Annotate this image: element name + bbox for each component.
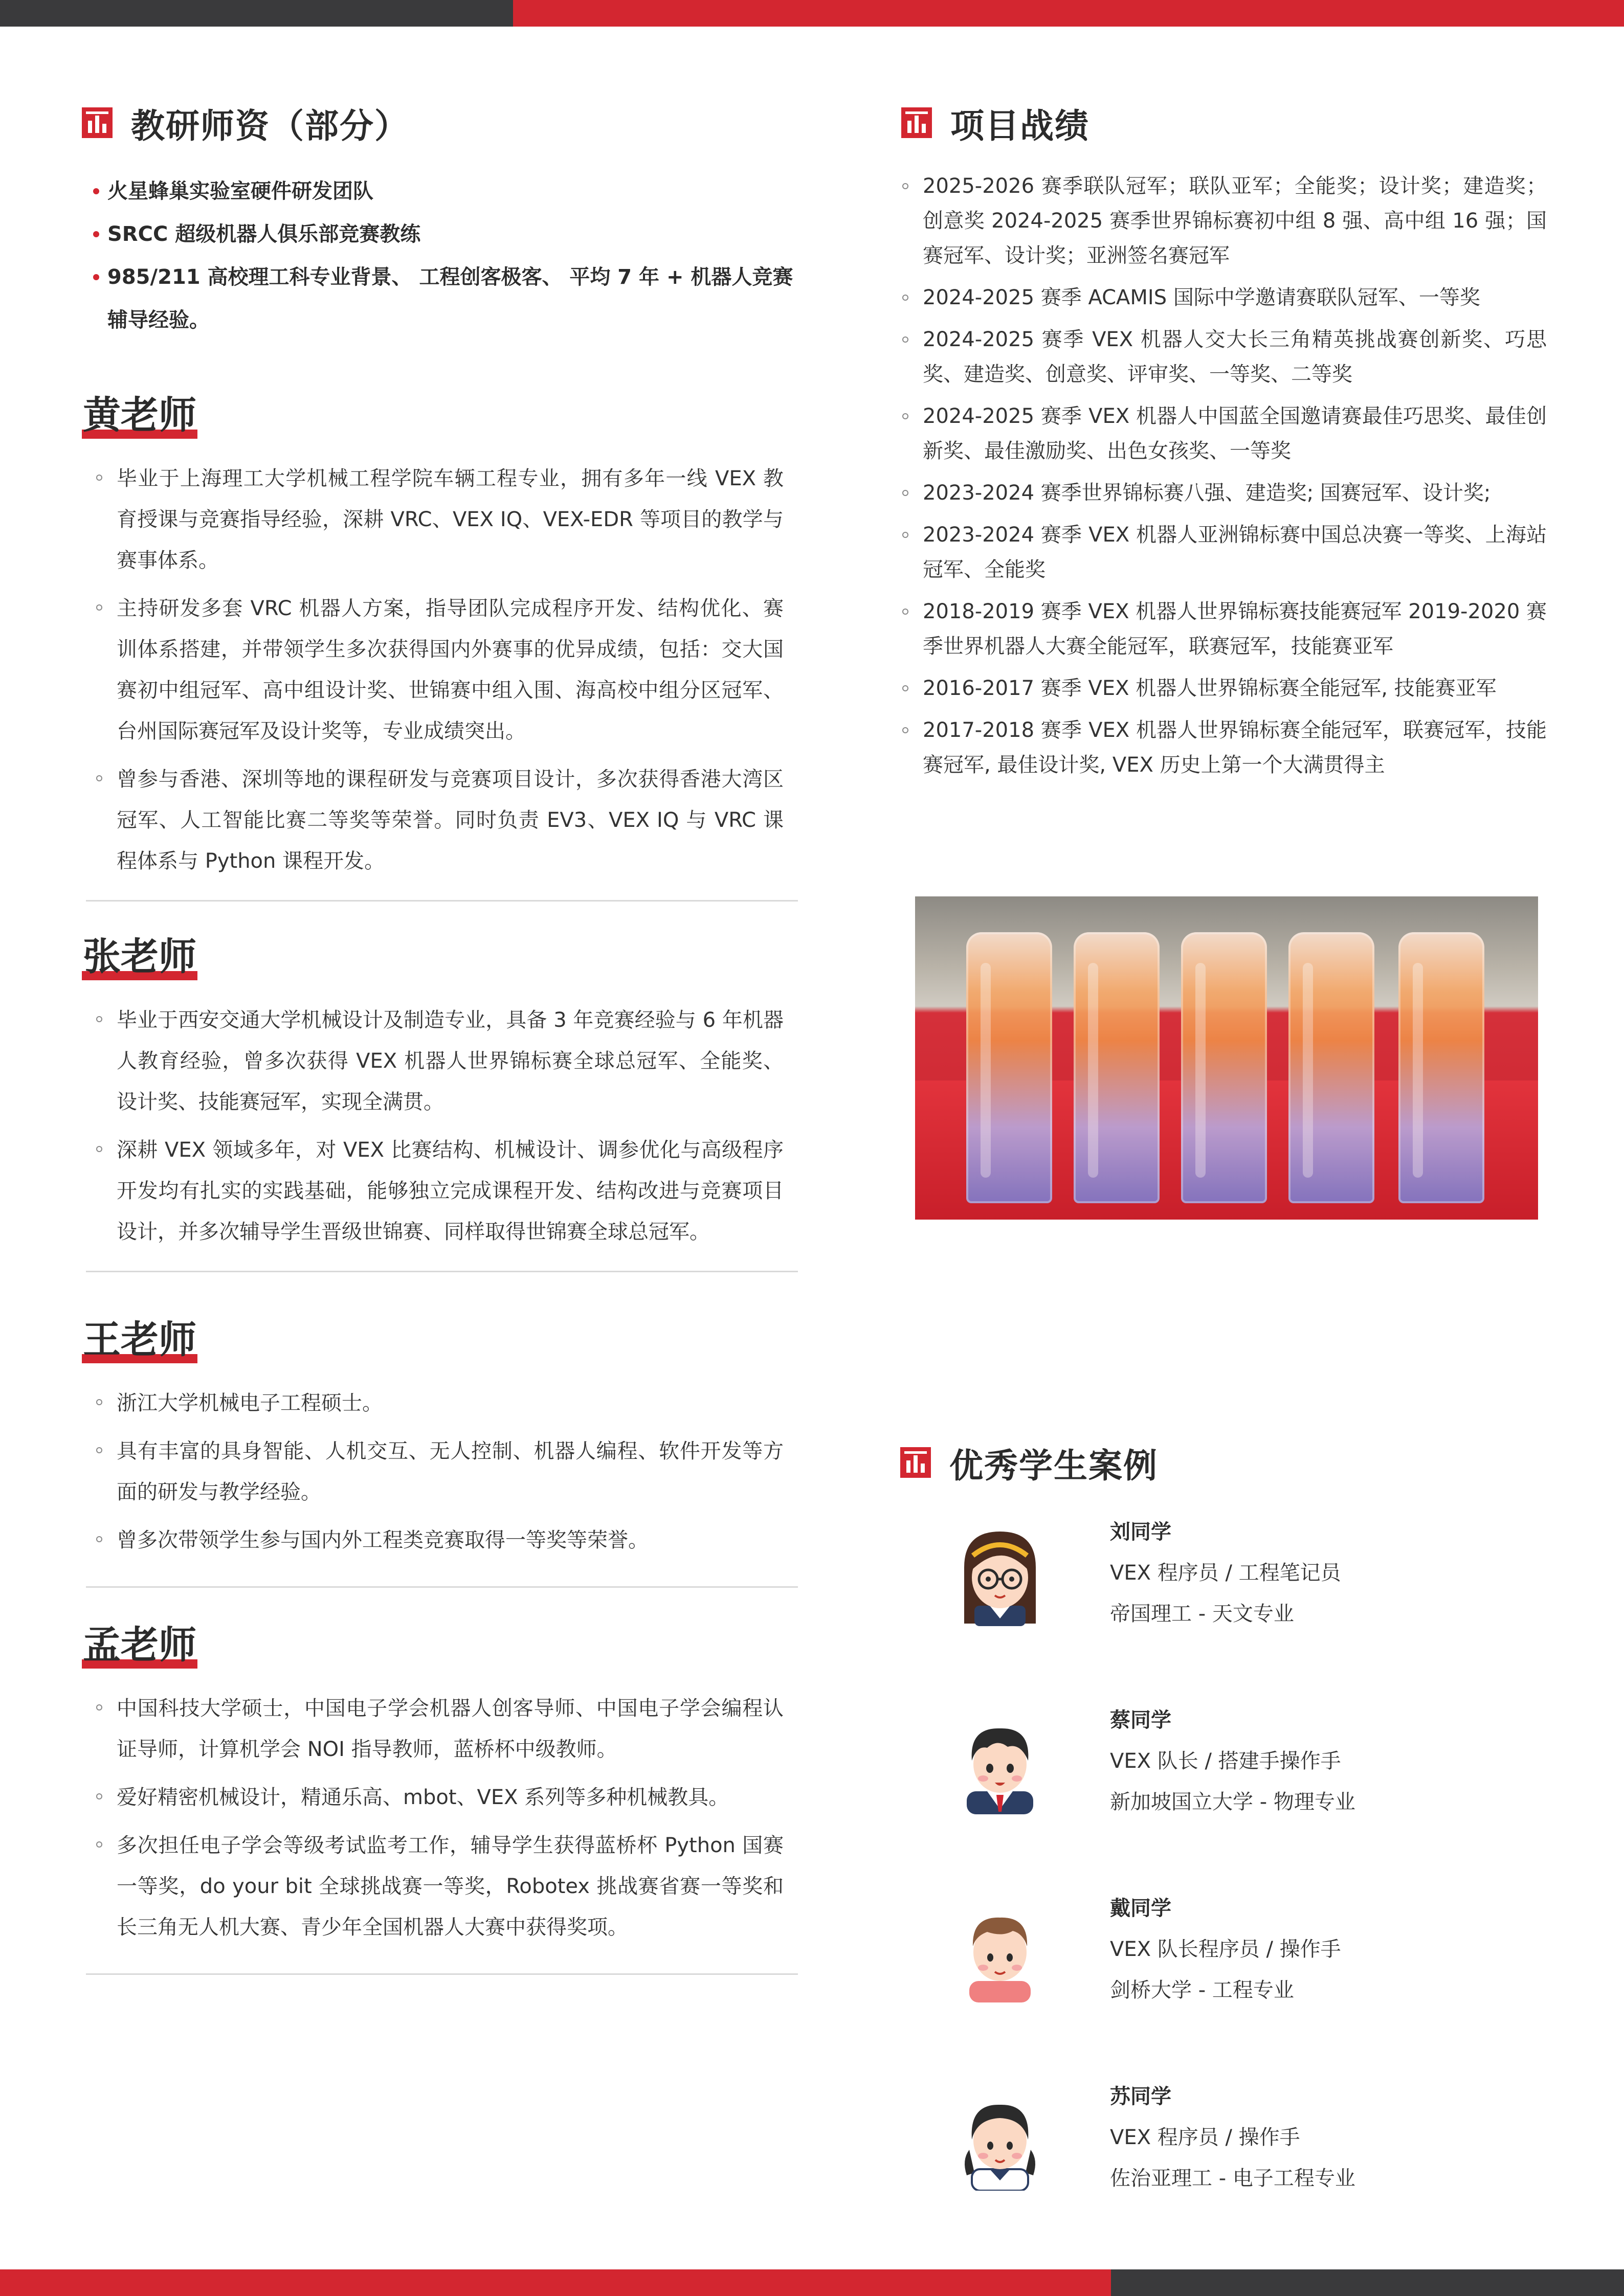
intro-item: SRCC 超级机器人俱乐部竞赛教练 (93, 213, 798, 256)
teacher-card-huang (82, 391, 798, 882)
section-divider (86, 1973, 798, 1975)
girl-avatar-icon (946, 1519, 1054, 1626)
bio-item: 主持研发多套 VRC 机器人方案，指导团队完成程序开发、结构优化、赛训体系搭建，并带领学生多次获得国内外赛事的优异成绩，包括：交大国赛初中组冠军、高中组设计奖、世锦赛中组入围、海高校中组分区冠军、台州国际赛冠军及设计奖等，专业成绩突出。 (117, 588, 784, 752)
teacher-name: 孟老师 (82, 1620, 197, 1670)
student-card (901, 1890, 1547, 2078)
achievement-item: 2023-2024 赛季 VEX 机器人亚洲锦标赛中国总决赛一等奖、上海站冠军、全能奖 (923, 517, 1547, 587)
teacher-bio-list (82, 1000, 784, 1252)
student-role: VEX 队长程序员 / 操作手 (1110, 1938, 1341, 1961)
teacher-card-meng (82, 1620, 798, 1948)
student-name: 蔡同学 (1110, 1708, 1171, 1732)
bio-item: 曾参与香港、深圳等地的课程研发与竞赛项目设计，多次获得香港大湾区冠军、人工智能比赛二等奖等荣誉。同时负责 EV3、VEX IQ 与 VRC 课程体系与 Python 课程开发。 (117, 759, 784, 882)
student-role: VEX 程序员 / 操作手 (1110, 2126, 1300, 2149)
teacher-name: 张老师 (82, 932, 197, 981)
achievements-section-header (901, 97, 1547, 148)
bio-item: 具有丰富的具身智能、人机交互、无人控制、机器人编程、软件开发等方面的研发与教学经验。 (117, 1431, 784, 1513)
intro-item: 985/211 高校理工科专业背景、 工程创客极客、 平均 7 年 + 机器人竞赛辅导经验。 (93, 256, 798, 342)
trophy-icon (1074, 932, 1160, 1203)
students-section (901, 1437, 1547, 2266)
achievement-item: 2016-2017 赛季 VEX 机器人世界锦标赛全能冠军, 技能赛亚军 (923, 671, 1547, 706)
student-name: 苏同学 (1110, 2085, 1171, 2108)
student-card (901, 1702, 1547, 1890)
teacher-bio-list (82, 1688, 784, 1948)
achievement-item: 2017-2018 赛季 VEX 机器人世界锦标赛全能冠军，联赛冠军，技能赛冠军, 最佳设计奖, VEX 历史上第一个大满贯得主 (923, 713, 1547, 782)
achievements-list (901, 169, 1547, 782)
trophy-icon (1398, 932, 1484, 1203)
student-school: 佐治亚理工 - 电子工程专业 (1110, 2167, 1355, 2190)
top-bar-red-segment (513, 0, 1624, 27)
section-divider (86, 1271, 798, 1272)
bar-chart-icon (82, 107, 113, 138)
trophy-icon (966, 932, 1052, 1203)
student-name: 刘同学 (1110, 1520, 1171, 1544)
bio-item: 深耕 VEX 领域多年，对 VEX 比赛结构、机械设计、调参优化与高级程序开发均有扎实的实践基础，能够独立完成课程开发、结构改进与竞赛项目设计，并多次辅导学生晋级世锦赛、同样取得世锦赛全球总冠军。 (117, 1130, 784, 1252)
student-school: 帝国理工 - 天文专业 (1110, 1602, 1294, 1626)
boy-avatar-icon (946, 1895, 1054, 2002)
bar-chart-icon (901, 107, 932, 138)
student-card (901, 1514, 1547, 1702)
faculty-section-header (82, 97, 798, 148)
student-school: 剑桥大学 - 工程专业 (1110, 1978, 1294, 2002)
bio-item: 毕业于西安交通大学机械设计及制造专业，具备 3 年竞赛经验与 6 年机器人教育经验，曾多次获得 VEX 机器人世界锦标赛全球总冠军、全能奖、设计奖、技能赛冠军，实现全满贯。 (117, 1000, 784, 1122)
student-role: VEX 队长 / 搭建手操作手 (1110, 1749, 1341, 1773)
section-divider (86, 900, 798, 902)
faculty-column (82, 97, 798, 1975)
student-name: 戴同学 (1110, 1897, 1171, 1920)
girl-avatar-icon (946, 2083, 1054, 2191)
faculty-section-title: 教研师资（部分） (131, 106, 409, 146)
achievement-item: 2024-2025 赛季 VEX 机器人中国蓝全国邀请赛最佳巧思奖、最佳创新奖、最佳激励奖、出色女孩奖、一等奖 (923, 399, 1547, 468)
bio-item: 浙江大学机械电子工程硕士。 (117, 1383, 784, 1424)
students-section-title: 优秀学生案例 (949, 1446, 1158, 1485)
achievement-item: 2024-2025 赛季 VEX 机器人交大长三角精英挑战赛创新奖、巧思奖、建造奖、创意奖、评审奖、一等奖、二等奖 (923, 322, 1547, 392)
section-divider (86, 1586, 798, 1588)
bottom-bar-dark-segment (1111, 2269, 1624, 2296)
bar-chart-icon (900, 1447, 931, 1478)
bio-item: 毕业于上海理工大学机械工程学院车辆工程专业，拥有多年一线 VEX 教育授课与竞赛指导经验，深耕 VRC、VEX IQ、VEX-EDR 等项目的教学与赛事体系。 (117, 458, 784, 581)
achievements-section-title: 项目战绩 (950, 106, 1089, 146)
trophies-photo (915, 896, 1538, 1220)
top-color-bar (0, 0, 1624, 27)
teacher-name: 黄老师 (82, 391, 197, 440)
achievement-item: 2024-2025 赛季 ACAMIS 国际中学邀请赛联队冠军、一等奖 (923, 280, 1547, 315)
trophy-icon (1181, 932, 1267, 1203)
teacher-bio-list (82, 458, 784, 882)
teacher-card-wang (82, 1315, 798, 1561)
bio-item: 中国科技大学硕士，中国电子学会机器人创客导师、中国电子学会编程认证导师，计算机学会 NOI 指导教师，蓝桥杯中级教师。 (117, 1688, 784, 1770)
boy-avatar-icon (946, 1707, 1054, 1814)
bio-item: 曾多次带领学生参与国内外工程类竞赛取得一等奖等荣誉。 (117, 1520, 784, 1561)
students-section-header (900, 1437, 1547, 1488)
bio-item: 爱好精密机械设计，精通乐高、mbot、VEX 系列等多种机械教具。 (117, 1777, 784, 1818)
faculty-intro-list (93, 170, 798, 342)
student-role: VEX 程序员 / 工程笔记员 (1110, 1561, 1341, 1585)
student-card (901, 2078, 1547, 2266)
bio-item: 多次担任电子学会等级考试监考工作，辅导学生获得蓝桥杯 Python 国赛一等奖，do your bit 全球挑战赛一等奖，Robotex 挑战赛省赛一等奖和长三角无人机大赛、青少年全国机器人大赛中获得奖项。 (117, 1825, 784, 1948)
trophy-icon (1288, 932, 1374, 1203)
teacher-name: 王老师 (82, 1315, 197, 1364)
bottom-bar-red-segment (0, 2269, 1111, 2296)
bottom-color-bar (0, 2269, 1624, 2296)
teacher-card-zhang (82, 932, 798, 1252)
achievement-item: 2025-2026 赛季联队冠军；联队亚军；全能奖；设计奖；建造奖；创意奖 2024-2025 赛季世界锦标赛初中组 8 强、高中组 16 强；国赛冠军、设计奖；亚洲签名赛冠军 (923, 169, 1547, 273)
top-bar-dark-segment (0, 0, 513, 27)
student-school: 新加坡国立大学 - 物理专业 (1110, 1790, 1355, 1814)
teacher-bio-list (82, 1383, 784, 1561)
achievements-column (901, 97, 1547, 2190)
achievement-item: 2023-2024 赛季世界锦标赛八强、建造奖; 国赛冠军、设计奖; (923, 476, 1547, 510)
intro-item: 火星蜂巢实验室硬件研发团队 (93, 170, 798, 213)
achievement-item: 2018-2019 赛季 VEX 机器人世界锦标赛技能赛冠军 2019-2020 赛季世界机器人大赛全能冠军，联赛冠军，技能赛亚军 (923, 594, 1547, 664)
